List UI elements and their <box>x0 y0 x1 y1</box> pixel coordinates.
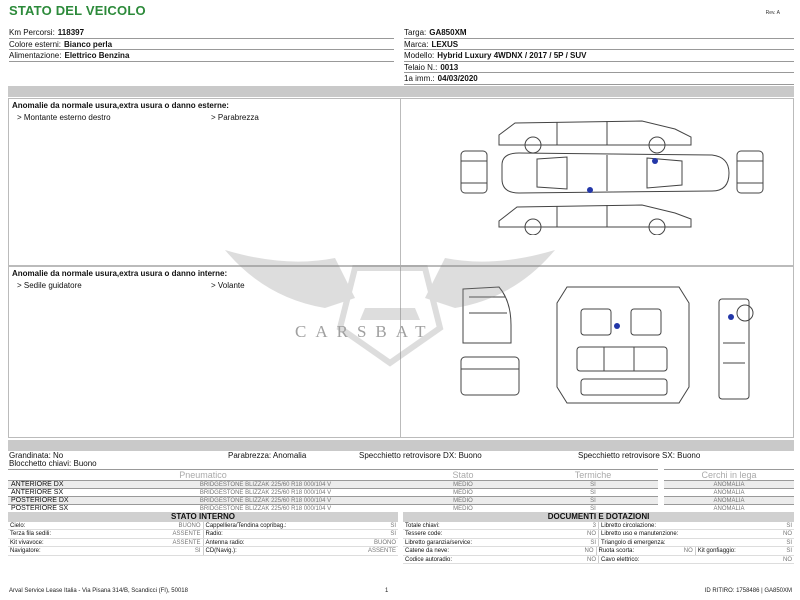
vehicle-info-left <box>9 27 394 62</box>
table-row: Totale chiavi: 3 Libretto circolazione: SI <box>405 523 792 529</box>
section-divider <box>8 440 794 451</box>
table-row: Catene da neve: NO Ruota scorta: NO Kit gonfiaggio: SI <box>405 548 792 555</box>
revision-label: Rev. A <box>765 10 780 16</box>
table-row: Terza fila sedili: ASSENTE Radio: SI <box>10 531 396 538</box>
tyres-header-rims: Cerchi in lega <box>664 470 794 481</box>
tyres-header-row <box>8 470 794 481</box>
tyres-header-winter: Termiche <box>528 470 658 481</box>
table-row: Tessere code: NO Libretto uso e manutenzione: NO <box>405 531 792 538</box>
tyres-header-tyre: Pneumatico <box>8 470 398 481</box>
damage-item: > Volante <box>211 281 245 290</box>
damage-item: > Parabrezza <box>211 113 259 122</box>
key-lock-status: Blocchetto chiavi: Buono <box>9 459 97 468</box>
tyres-header-state: Stato <box>398 470 528 481</box>
internal-damage-title: Anomalie da normale usura,extra usura o danno interne: <box>12 269 228 278</box>
info-row-registration: 1a imm.: 04/03/2020 <box>404 73 794 85</box>
table-row: Navigatore: SI CD(Navig.): ASSENTE <box>10 548 396 555</box>
table-row: Codice autoradio: NO Cavo elettrico: NO <box>405 556 792 563</box>
table-row: POSTERIORE DX BRIDGESTONE BLIZZAK 225/60 R18 000/104 V MEDIO SI ANOMALIA <box>8 497 794 505</box>
info-row-km: Km Percorsi: 118397 <box>9 27 394 39</box>
tyres-table <box>8 469 794 513</box>
table-row: Kit vivavoce: ASSENTE Antenna radio: BUONO <box>10 539 396 546</box>
exterior-car-diagram <box>447 109 767 235</box>
watermark-text: CARSBAT <box>295 322 435 341</box>
table-row: POSTERIORE SX BRIDGESTONE BLIZZAK 225/60 R18 000/104 V MEDIO SI ANOMALIA <box>8 505 794 513</box>
external-damage-title: Anomalie da normale usura,extra usura o danno esterne: <box>12 101 229 110</box>
internal-state-title: STATO INTERNO <box>8 512 398 522</box>
table-row: ANTERIORE DX BRIDGESTONE BLIZZAK 225/60 R18 000/104 V MEDIO SI ANOMALIA <box>8 481 794 489</box>
footer-company: Arval Service Lease Italia - Via Pisana 314/B, Scandicci (FI), 50018 <box>9 588 188 594</box>
info-row-brand: Marca: LEXUS <box>404 39 794 51</box>
footer-reference: ID RITIRO: 1758486 | GA850XM <box>704 588 792 594</box>
page-title: STATO DEL VEICOLO <box>9 3 146 18</box>
info-row-fuel: Alimentazione: Elettrico Benzina <box>9 50 394 62</box>
table-row: Cielo: BUONO Cappelliera/Tendina copribag.: SI <box>10 523 396 529</box>
damage-item: > Sedile guidatore <box>17 281 82 290</box>
table-row: Libretto garanzia/service: SI Triangolo di emergenza: SI <box>405 539 792 546</box>
windshield-status: Parabrezza: Anomalia <box>228 451 307 460</box>
section-divider <box>8 86 794 97</box>
footer-page-number: 1 <box>385 588 389 594</box>
info-row-chassis: Telaio N.: 0013 <box>404 62 794 74</box>
internal-state-panel <box>8 512 398 556</box>
mirror-sx-status: Specchietto retrovisore SX: Buono <box>578 451 701 460</box>
carsbat-watermark-logo <box>225 238 555 368</box>
documents-title: DOCUMENTI E DOTAZIONI <box>403 512 794 522</box>
mirror-dx-status: Specchietto retrovisore DX: Buono <box>359 451 482 460</box>
info-row-color: Colore esterni: Bianco perla <box>9 39 394 51</box>
vehicle-info-right <box>404 27 794 85</box>
documents-panel <box>403 512 794 564</box>
table-row: ANTERIORE SX BRIDGESTONE BLIZZAK 225/60 R18 000/104 V MEDIO SI ANOMALIA <box>8 489 794 497</box>
info-row-model: Modello: Hybrid Luxury 4WDNX / 2017 / 5P / SUV <box>404 50 794 62</box>
damage-item: > Montante esterno destro <box>17 113 111 122</box>
hail-status: Grandinata: No <box>9 451 64 460</box>
info-row-plate: Targa: GA850XM <box>404 27 794 39</box>
